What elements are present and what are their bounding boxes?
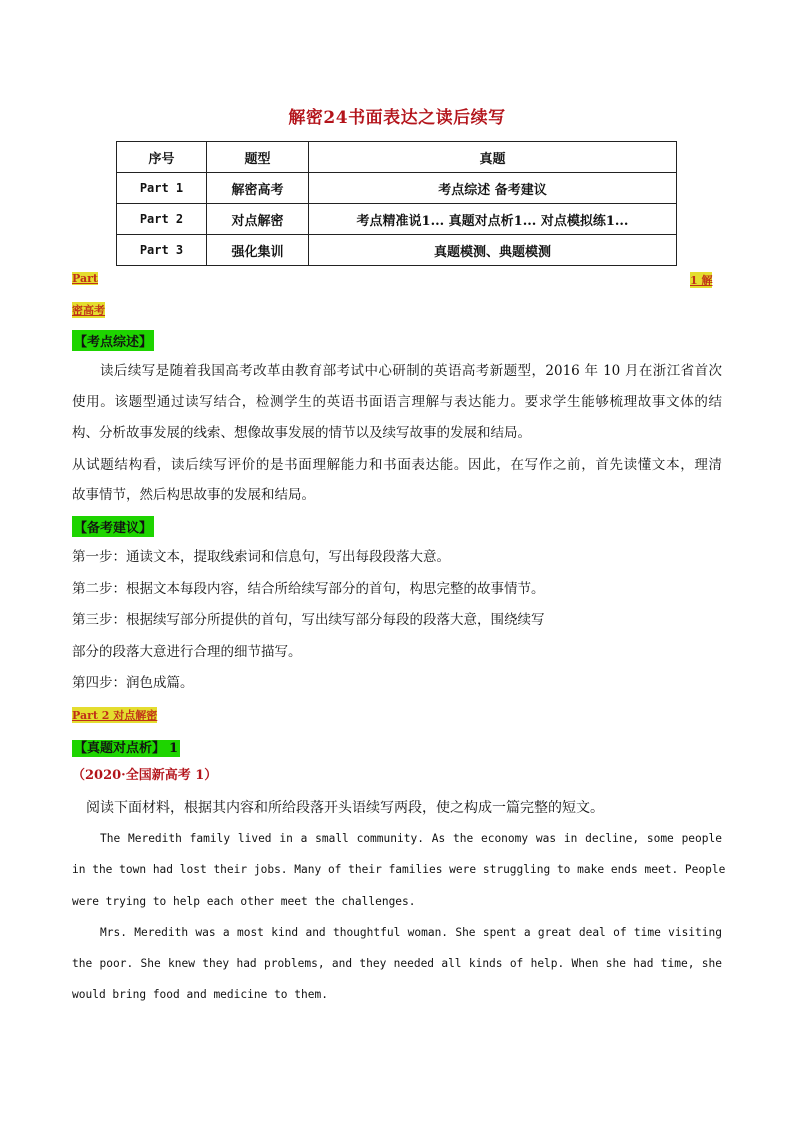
summary-tag: 【考点综述】 bbox=[72, 330, 154, 351]
advice-line: 第四步：润色成篇。 bbox=[72, 675, 194, 691]
analysis-tag-number: 1 bbox=[169, 741, 179, 756]
analysis-tag-wrap bbox=[72, 737, 180, 756]
table-row bbox=[117, 173, 677, 204]
task-instruction: 阅读下面材料，根据其内容和所给段落开头语续写两段，使之构成一篇完整的短文。 bbox=[86, 800, 604, 816]
advice-line: 第一步：通读文本，提取线索词和信息句，写出每段段落大意。 bbox=[72, 549, 450, 565]
summary-line: 从试题结构看，读后续写评价的是书面理解能力和书面表达能。因此，在写作之前，首先读懂文本，理清 bbox=[72, 457, 722, 473]
analysis-tag: 【真题对点析】 bbox=[74, 741, 166, 756]
summary-line: 使用。该题型通过读写结合，检测学生的英语书面语言理解与表达能力。要求学生能够梳理故事文体的结 bbox=[72, 394, 722, 410]
summary-line: 故事情节，然后构思故事的发展和结局。 bbox=[72, 487, 315, 503]
exam-source: （2020·全国新高考 1） bbox=[72, 768, 218, 783]
contents-table bbox=[116, 141, 677, 266]
table-row bbox=[117, 204, 677, 235]
advice-line: 第二步：根据文本每段内容，结合所给续写部分的首句，构思完整的故事情节。 bbox=[72, 581, 545, 597]
passage-line: The Meredith family lived in a small community. As the economy was in decline, some people bbox=[100, 832, 722, 845]
passage-line: the poor. She knew they had problems, and they needed all kinds of help. When she had time, she bbox=[72, 957, 722, 970]
passage-line: would bring food and medicine to them. bbox=[72, 988, 328, 1001]
header-type: 题型 bbox=[207, 142, 309, 173]
summary-line: 构、分析故事发展的线索、想像故事发展的情节以及续写故事的发展和结局。 bbox=[72, 425, 531, 441]
document-title: 解密24书面表达之读后续写 bbox=[288, 108, 506, 128]
passage-line: in the town had lost their jobs. Many of their families were struggling to make ends meet. People bbox=[72, 863, 726, 876]
part2-heading: Part 2 对点解密 bbox=[72, 709, 158, 722]
row-exam: 真题模测、典题模测 bbox=[309, 235, 677, 266]
row-type: 强化集训 bbox=[207, 235, 309, 266]
advice-tag: 【备考建议】 bbox=[72, 516, 154, 537]
part1-heading-right: 1 解 bbox=[690, 274, 713, 287]
row-index: Part 1 bbox=[117, 173, 207, 204]
row-type: 解密高考 bbox=[207, 173, 309, 204]
part1-heading-left: Part bbox=[72, 272, 98, 285]
row-type: 对点解密 bbox=[207, 204, 309, 235]
passage-line: Mrs. Meredith was a most kind and thoughtful woman. She spent a great deal of time visiting bbox=[100, 926, 722, 939]
passage-line: were trying to help each other meet the challenges. bbox=[72, 895, 416, 908]
summary-line: 读后续写是随着我国高考改革由教育部考试中心研制的英语高考新题型，2016 年 10 月在浙江省首次 bbox=[100, 363, 722, 379]
header-index: 序号 bbox=[117, 142, 207, 173]
header-exam: 真题 bbox=[309, 142, 677, 173]
advice-line: 部分的段落大意进行合理的细节描写。 bbox=[72, 644, 302, 660]
row-index: Part 3 bbox=[117, 235, 207, 266]
part1-heading-continued: 密高考 bbox=[72, 304, 105, 317]
row-exam: 考点精准说1... 真题对点析1... 对点模拟练1... bbox=[309, 204, 677, 235]
row-exam: 考点综述 备考建议 bbox=[309, 173, 677, 204]
advice-line: 第三步：根据续写部分所提供的首句，写出续写部分每段的段落大意，围绕续写 bbox=[72, 612, 545, 628]
row-index: Part 2 bbox=[117, 204, 207, 235]
table-header-row bbox=[117, 142, 677, 173]
table-row bbox=[117, 235, 677, 266]
